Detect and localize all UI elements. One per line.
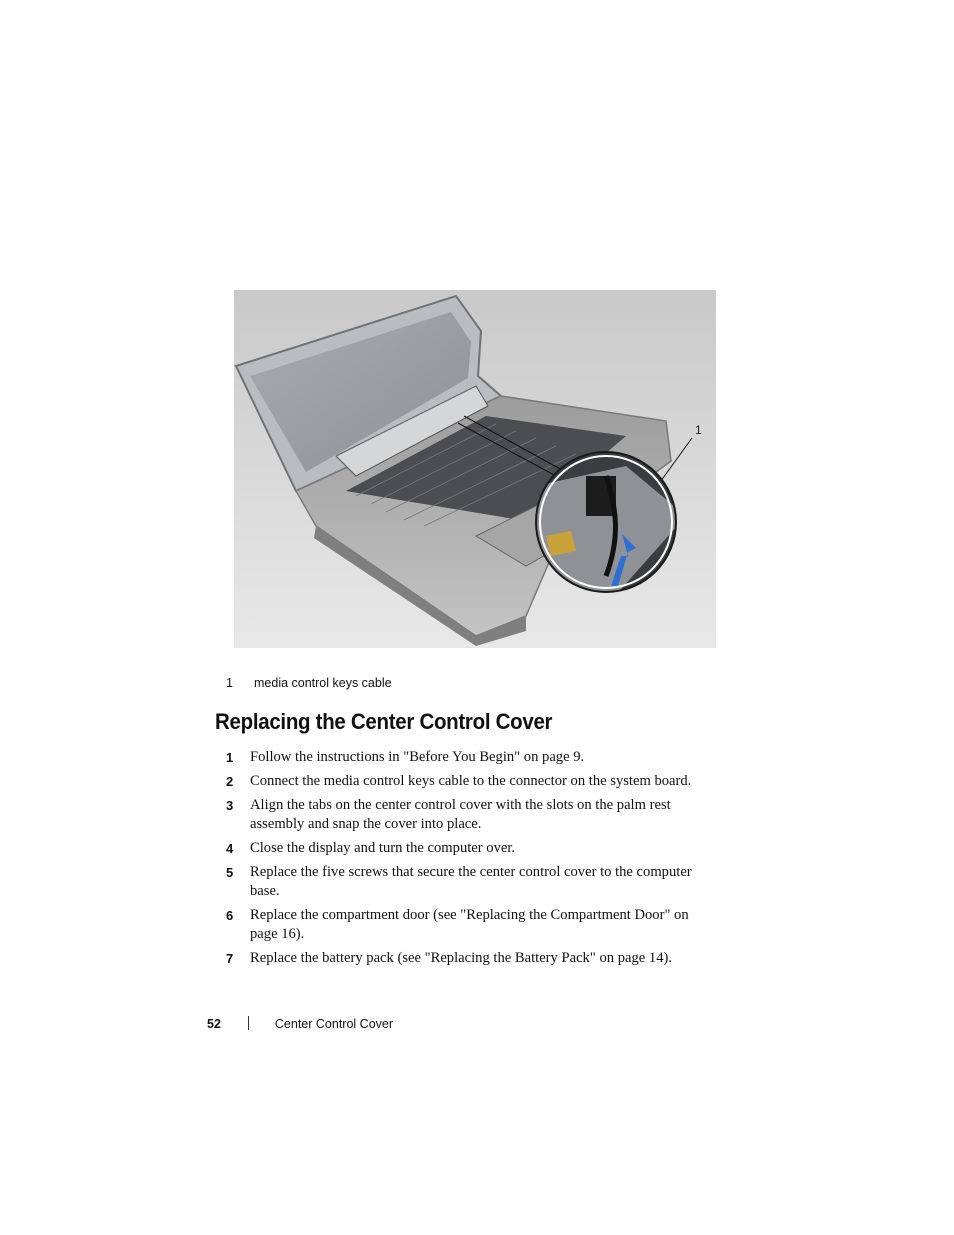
step-text: Replace the battery pack (see "Replacing the Battery Pack" on page 14). xyxy=(250,950,672,966)
step-item xyxy=(226,906,716,944)
footer-section-name: Center Control Cover xyxy=(274,1017,394,1031)
callout-number: 1 xyxy=(695,423,702,437)
step-item xyxy=(226,863,716,901)
step-text: Replace the compartment door (see "Replacing the Compartment Door" on page 16). xyxy=(250,907,689,942)
step-number: 3 xyxy=(226,798,234,813)
laptop-illustration xyxy=(226,286,716,648)
legend-number: 1 xyxy=(226,676,233,690)
step-number: 7 xyxy=(226,951,234,966)
step-item xyxy=(226,748,716,767)
page-number: 52 xyxy=(207,1017,221,1031)
section-title: Replacing the Center Control Cover xyxy=(215,709,553,734)
procedure-steps xyxy=(226,748,716,973)
figure-legend xyxy=(226,676,392,690)
step-item xyxy=(226,772,716,791)
page-footer xyxy=(207,1016,393,1031)
step-number: 4 xyxy=(226,841,234,856)
step-text: Connect the media control keys cable to the connector on the system board. xyxy=(250,773,692,789)
footer-divider xyxy=(248,1016,249,1030)
step-item xyxy=(226,796,716,834)
step-text: Replace the five screws that secure the center control cover to the computer base. xyxy=(250,864,692,899)
legend-label: media control keys cable xyxy=(254,676,392,690)
step-number: 2 xyxy=(226,774,234,789)
step-number: 5 xyxy=(226,865,234,880)
step-number: 6 xyxy=(226,908,234,923)
step-text: Follow the instructions in "Before You Begin" on page 9. xyxy=(250,749,585,765)
step-text: Close the display and turn the computer over. xyxy=(250,840,516,856)
step-item xyxy=(226,839,716,858)
step-text: Align the tabs on the center control cover with the slots on the palm rest assembly and snap the cover into place. xyxy=(250,797,671,832)
step-item xyxy=(226,949,716,968)
step-number: 1 xyxy=(226,750,234,765)
